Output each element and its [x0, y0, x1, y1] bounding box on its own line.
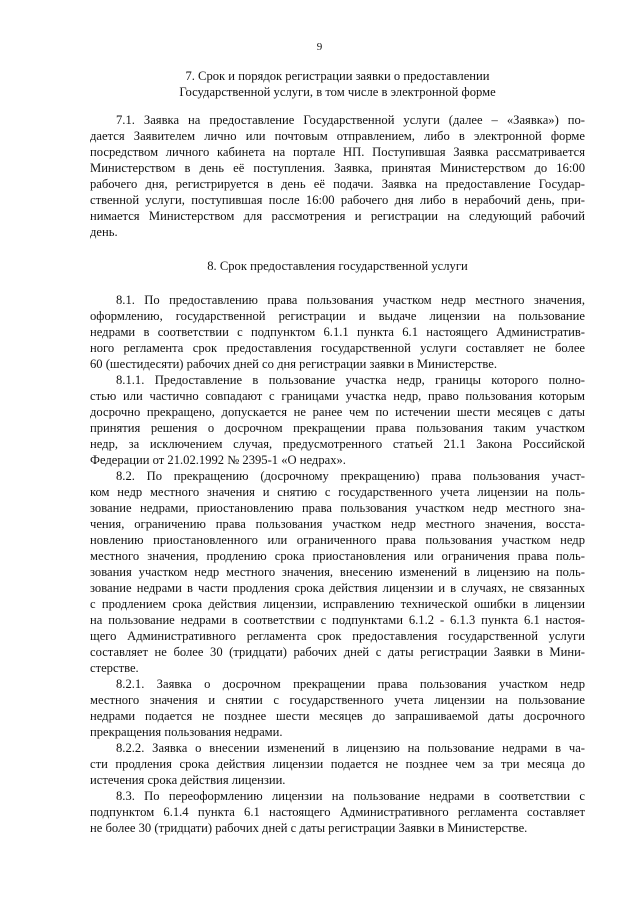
paragraph-7-1-line: посредством личного кабинета на портале НП. Поступившая Заявка рассматривается — [90, 145, 585, 159]
paragraph-8-3-line: не более 30 (тридцати) рабочих дней с даты регистрации Заявки в Министерстве. — [90, 821, 528, 835]
paragraph-8-1-1-line: недр, за исключением случая, предусмотренного статьей 21.1 Закона Российской — [90, 437, 585, 451]
paragraph-8-2-line: щего Административного регламента срок предоставления государственной услуги — [90, 629, 585, 643]
paragraph-8-2-1-line: 8.2.1. Заявка о досрочном прекращении права пользования участком недр — [116, 677, 585, 691]
paragraph-8-2-line: с продлением срока действия лицензии, исправлению технической ошибки в лицензии — [90, 597, 585, 611]
paragraph-8-1-line: оформлению, государственной регистрации и выдаче лицензии на пользование — [90, 309, 585, 323]
paragraph-8-2-line: 8.2. По прекращению (досрочному прекращению) права пользования участ- — [116, 469, 585, 483]
paragraph-8-2-line: стерстве. — [90, 661, 139, 675]
paragraph-8-2-2-line: истечения срока действия лицензии. — [90, 773, 286, 787]
paragraph-8-2-line: чения, ограничению права пользования участком недр местного значения, восста- — [90, 517, 585, 531]
paragraph-8-3-line: подпунктом 6.1.4 пункта 6.1 настоящего Административного регламента составляет — [90, 805, 585, 819]
paragraph-8-2-line: зование недрами в части продления срока действия лицензии и в случаях, не связанных — [90, 581, 585, 595]
paragraph-8-2-2-line: 8.2.2. Заявка о внесении изменений в лицензию на пользование недрами в ча- — [116, 741, 585, 755]
paragraph-8-2-line: ком недр местного значения и снятию с государственного учета лицензии на поль- — [90, 485, 585, 499]
paragraph-8-1-1-line: принятия решения о досрочном прекращении права пользования таким участком — [90, 421, 585, 435]
paragraph-7-1-line: рабочего дня, регистрируется в день её подачи. Заявка на предоставление Государ- — [90, 177, 585, 191]
paragraph-8-2-line: зования участком недр местного значения, внесению изменений в лицензию на поль- — [90, 565, 585, 579]
paragraph-8-1-1-line: стью или частично совпадают с границами участка недр, право пользования которым — [90, 389, 585, 403]
paragraph-8-1-1-line: досрочно прекращено, допускается не ранее чем по истечении шести месяцев с даты — [90, 405, 585, 419]
paragraph-8-1-1-line: 8.1.1. Предоставление в пользование участка недр, границы которого полно- — [116, 373, 585, 387]
paragraph-8-2-1-line: местного значения и снятии с государственного учета лицензии на пользование — [90, 693, 585, 707]
paragraph-8-2-line: новлению приостановленного или ограниченного права пользования участком недр — [90, 533, 585, 547]
paragraph-8-2-line: на пользование недрами в соответствии с подпунктами 6.1.2 - 6.1.3 пункта 6.1 настоя- — [90, 613, 585, 627]
paragraph-8-1-line: ного регламента срок предоставления государственной услуги составляет не более — [90, 341, 585, 355]
paragraph-8-2-1-line: прекращения пользования недрами. — [90, 725, 283, 739]
paragraph-7-1-line: ственной услуги, поступившая после 16:00 рабочего дня либо в нерабочий день, при- — [90, 193, 585, 207]
paragraph-7-1-line: дается Заявителем лично или почтовым отправлением, либо в электронной форме — [90, 129, 585, 143]
paragraph-8-2-line: составляет не более 30 (тридцати) рабочих дней с даты регистрации Заявки в Мини- — [90, 645, 585, 659]
section-8-heading: 8. Срок предоставления государственной услуги — [207, 259, 468, 273]
section-7-heading-line-2: Государственной услуги, в том числе в электронной форме — [179, 85, 496, 99]
paragraph-8-1-line: 60 (шестидесяти) рабочих дней со дня регистрации заявки в Министерстве. — [90, 357, 497, 371]
paragraph-7-1-line: 7.1. Заявка на предоставление Государственной услуги (далее – «Заявка») по- — [116, 113, 585, 127]
paragraph-8-2-2-line: сти продления срока действия лицензии подается не позднее чем за три месяца до — [90, 757, 585, 771]
paragraph-8-1-line: 8.1. По предоставлению права пользования участком недр местного значения, — [116, 293, 585, 307]
section-7-heading-line-1: 7. Срок и порядок регистрации заявки о предоставлении — [185, 69, 490, 83]
paragraph-8-3-line: 8.3. По переоформлению лицензии на пользование недрами в соответствии с — [116, 789, 585, 803]
page-number: 9 — [316, 41, 323, 53]
paragraph-7-1-line: нимается Министерством для рассмотрения и регистрации на следующий рабочий — [90, 209, 585, 223]
paragraph-8-2-line: зование недрами, приостановлению права пользования участком недр местного зна- — [90, 501, 585, 515]
paragraph-8-1-1-line: Федерации от 21.02.1992 № 2395-1 «О недрах». — [90, 453, 346, 467]
paragraph-8-1-line: недрами в соответствии с подпунктом 6.1.1 пункта 6.1 настоящего Административ- — [90, 325, 585, 339]
paragraph-7-1-line: день. — [90, 225, 118, 239]
paragraph-8-2-1-line: недрами подается не позднее шести месяцев до запрашиваемой даты досрочного — [90, 709, 585, 723]
paragraph-8-2-line: местного значения, продлению срока приостановления или ограничения права поль- — [90, 549, 585, 563]
paragraph-7-1-line: Министерством в день её поступления. Заявка, принятая Министерством до 16:00 — [90, 161, 585, 175]
